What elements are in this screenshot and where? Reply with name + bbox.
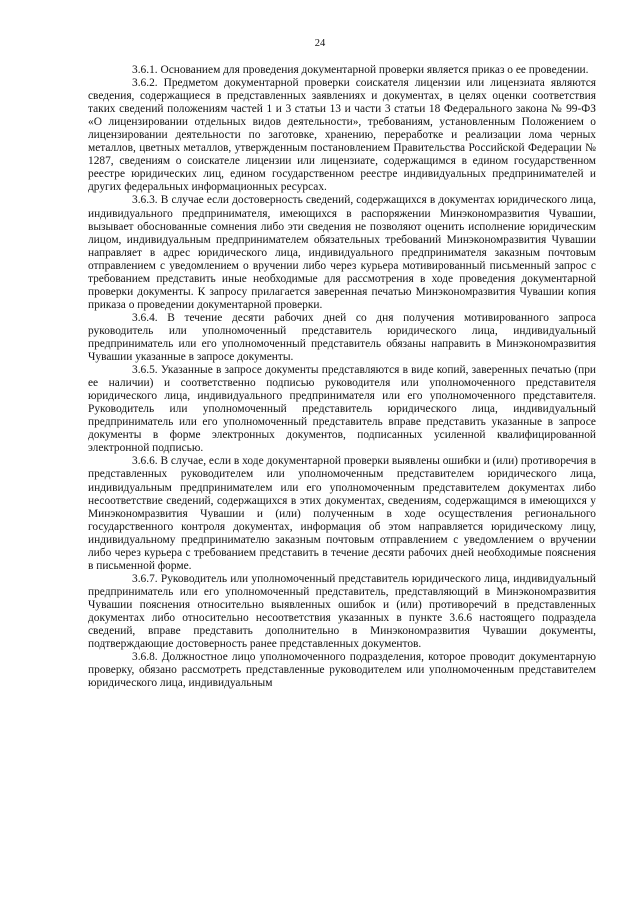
document-body bbox=[88, 64, 596, 690]
paragraph-3-6-4: 3.6.4. В течение десяти рабочих дней со дня получения мотивированного запроса руководитель или уполномоченный представитель юридического лица, индивидуальный предприниматель или его уполномоченный представитель обязаны направить в Минэкономразвития Чувашии указанные в запросе документы. bbox=[88, 311, 596, 364]
paragraph-3-6-1: 3.6.1. Основанием для проведения документарной проверки является приказ о ее проведении. bbox=[132, 64, 589, 76]
paragraph-3-6-6: 3.6.6. В случае, если в ходе документарной проверки выявлены ошибки и (или) противоречия в представленных руководителем или уполномоченным представителем юридического лица, индивидуальным предпринимателем или его уполномоченным представителем документах либо несоответствие сведений, содержащихся в этих документах, сведениям, содержащимся в имеющихся у Минэкономразвития Чувашии и (или) полученным в ходе осуществления регионального государственного контроля документах, информация об этом направляется юридическому лицу, индивидуальному предпринимателю заказным почтовым отправлением с уведомлением о вручении либо через курьера с требованием представить в течение десяти рабочих дней необходимые пояснения в письменной форме. bbox=[88, 455, 596, 572]
paragraph-3-6-8: 3.6.8. Должностное лицо уполномоченного подразделения, которое проводит документарную проверку, обязано рассмотреть представленные руководителем или уполномоченным представителем юридического лица, индивидуальным bbox=[88, 651, 596, 690]
paragraph-3-6-2: 3.6.2. Предметом документарной проверки соискателя лицензии или лицензиата являются сведения, содержащиеся в представленных заявлениях и документах, в целях оценки соответствия таких сведений положениям частей 1 и 3 статьи 13 и части 3 статьи 18 Федерального закона № 99-ФЗ «О лицензировании отдельных видов деятельности», требованиям, установленным Положением о лицензировании деятельности по заготовке, хранению, переработке и реализации лома черных металлов, цветных металлов, утвержденным постановлением Правительства Российской Федерации № 1287, сведениям о соискателе лицензии или лицензиате, содержащимся в едином государственном реестре юридических лиц, едином государственном реестре индивидуальных предпринимателей и других федеральных информационных ресурсах. bbox=[88, 77, 596, 194]
paragraph-3-6-5: 3.6.5. Указанные в запросе документы представляются в виде копий, заверенных печатью (при ее наличии) и соответственно подписью руководителя или уполномоченного представителя юридического лица, индивидуального предпринимателя или его уполномоченного представителя. Руководитель или уполномоченный представитель юридического лица, индивидуальный предприниматель или его уполномоченный представитель вправе представить указанные в запросе документы в форме электронных документов, подписанных усиленной квалифицированной электронной подписью. bbox=[88, 364, 596, 455]
page-number: 24 bbox=[314, 38, 326, 49]
paragraph-3-6-3: 3.6.3. В случае если достоверность сведений, содержащихся в документах юридического лица, индивидуального предпринимателя, имеющихся в распоряжении Минэкономразвития Чувашии, вызывает обоснованные сомнения либо эти сведения не позволяют оценить исполнение юридическим лицом, индивидуальным предпринимателем обязательных требований Минэкономразвития Чувашии направляет в адрес юридического лица, индивидуального предпринимателя заказным почтовым отправлением с уведомлением о вручении либо через курьера мотивированный письменный запрос с требованием представить иные необходимые для рассмотрения в ходе проведения документарной проверки документы. К запросу прилагается заверенная печатью Минэкономразвития Чувашии копия приказа о проведении документарной проверки. bbox=[88, 194, 596, 311]
paragraph-3-6-7: 3.6.7. Руководитель или уполномоченный представитель юридического лица, индивидуальный предприниматель или его уполномоченный представитель, представляющий в Минэкономразвития Чувашии пояснения относительно выявленных ошибок и (или) противоречий в представленных документах либо относительно несоответствия указанных в пункте 3.6.6 настоящего подраздела сведений, вправе представить дополнительно в Минэкономразвития Чувашии документы, подтверждающие достоверность ранее представленных документов. bbox=[88, 572, 596, 651]
